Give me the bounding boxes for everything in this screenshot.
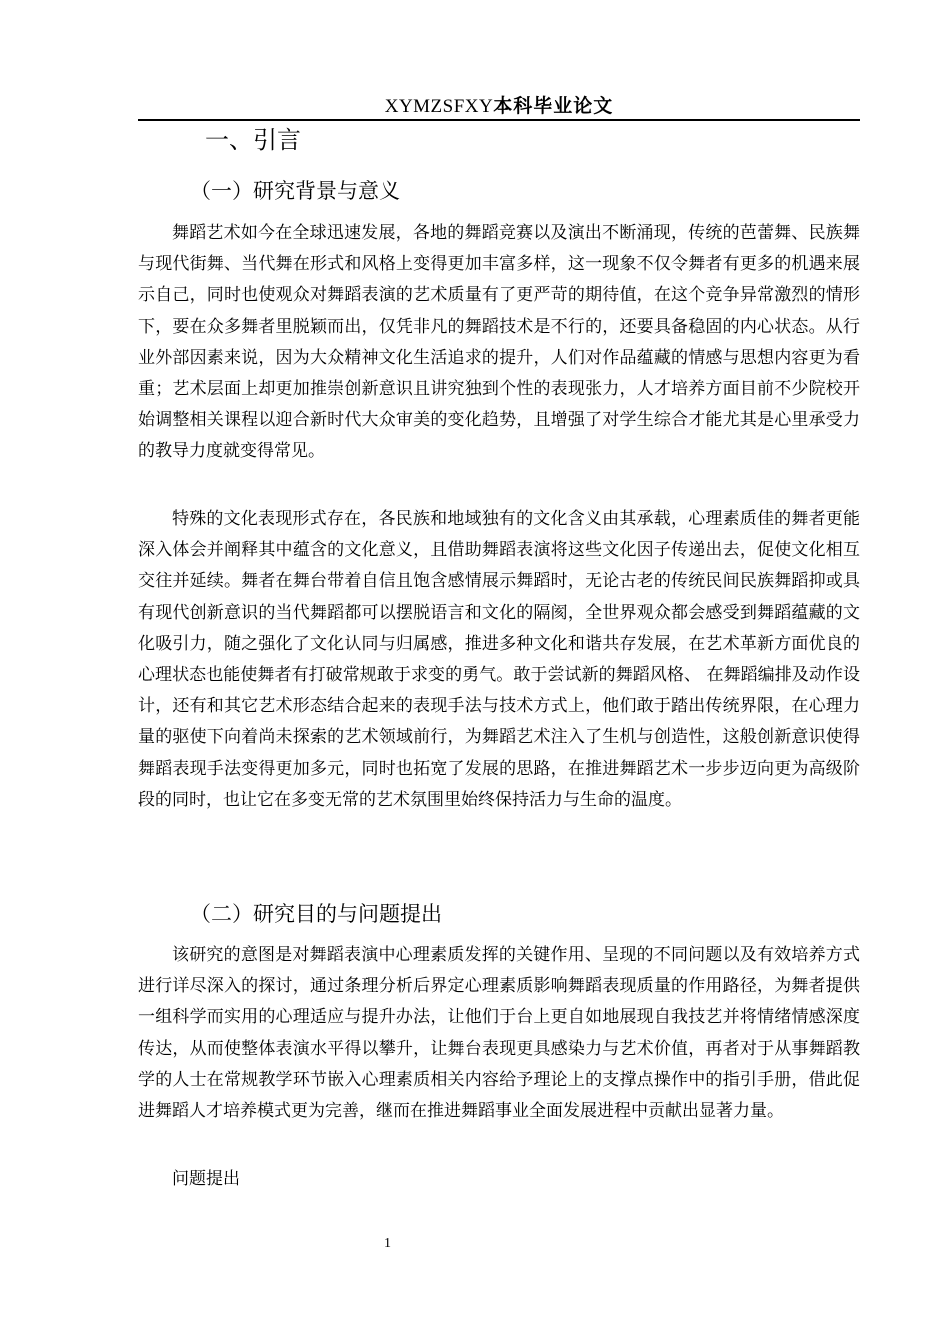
- page-number: 1: [384, 1236, 391, 1251]
- paragraph-background-1: 舞蹈艺术如今在全球迅速发展，各地的舞蹈竞赛以及演出不断涌现，传统的芭蕾舞、民族舞与现代街舞、当代舞在形式和风格上变得更加丰富多样，这一现象不仅令舞者有更多的机遇来展示自己，同时也使观众对舞蹈表演的艺术质量有了更严苛的期待值，在这个竞争异常激烈的情形下，要在众多舞者里脱颖而出，仅凭非凡的舞蹈技术是不行的，还要具备稳固的内心状态。从行业外部因素来说，因为大众精神文化生活追求的提升，人们对作品蕴藏的情感与思想内容更为看重；艺术层面上却更加推崇创新意识且讲究独到个性的表现张力，人才培养方面目前不少院校开始调整相关课程以迎合新时代大众审美的变化趋势，且增强了对学生综合才能尤其是心里承受力的教导力度就变得常见。: [138, 223, 860, 462]
- page-header: [138, 94, 860, 119]
- paragraph-background-2: 特殊的文化表现形式存在，各民族和地域独有的文化含义由其承载，心理素质佳的舞者更能深入体会并阐释其中蕴含的文化意义，且借助舞蹈表演将这些文化因子传递出去，促使文化相互交往并延续。舞者在舞台带着自信且饱含感情展示舞蹈时，无论古老的传统民间民族舞蹈抑或具有现代创新意识的当代舞蹈都可以摆脱语言和文化的隔阂，全世界观众都会感受到舞蹈蕴藏的文化吸引力，随之强化了文化认同与归属感，推进多种文化和谐共存发展，在艺术革新方面优良的心理状态也能使舞者有打破常规敢于求变的勇气。敢于尝试新的舞蹈风格、 在舞蹈编排及动作设计，还有和其它艺术形态结合起来的表现手法与技术方式上，他们敢于踏出传统界限，在心理力量的驱使下向着尚未探索的艺术领域前行，为舞蹈艺术注入了生机与创造性，这般创新意识使得舞蹈表现手法变得更加多元，同时也拓宽了发展的思路，在推进舞蹈艺术一步步迈向更为高级阶段的同时，也让它在多变无常的艺术氛围里始终保持活力与生命的温度。: [138, 509, 860, 810]
- paragraph-question-heading: 问题提出: [172, 1169, 240, 1189]
- section-title: 一、引言: [205, 126, 301, 154]
- subsection-title-background: （一）研究背景与意义: [190, 179, 400, 203]
- header-rule: [138, 119, 860, 121]
- header-title: 本科毕业论文: [493, 95, 614, 117]
- subsection-title-purpose: （二）研究目的与问题提出: [190, 902, 442, 926]
- paragraph-purpose: 该研究的意图是对舞蹈表演中心理素质发挥的关键作用、呈现的不同问题以及有效培养方式进行详尽深入的探讨，通过条理分析后界定心理素质影响舞蹈表现质量的作用路径，为舞者提供一组科学而实用的心理适应与提升办法，让他们于台上更自如地展现自我技艺并将情绪情感深度传达，从而使整体表演水平得以攀升，让舞台表现更具感染力与艺术价值，再者对于从事舞蹈教学的人士在常规教学环节嵌入心理素质相关内容给予理论上的支撑点操作中的指引手册，借此促进舞蹈人才培养模式更为完善，继而在推进舞蹈事业全面发展进程中贡献出显著力量。: [138, 945, 860, 1122]
- header-code: XYMZSFXY: [384, 96, 494, 117]
